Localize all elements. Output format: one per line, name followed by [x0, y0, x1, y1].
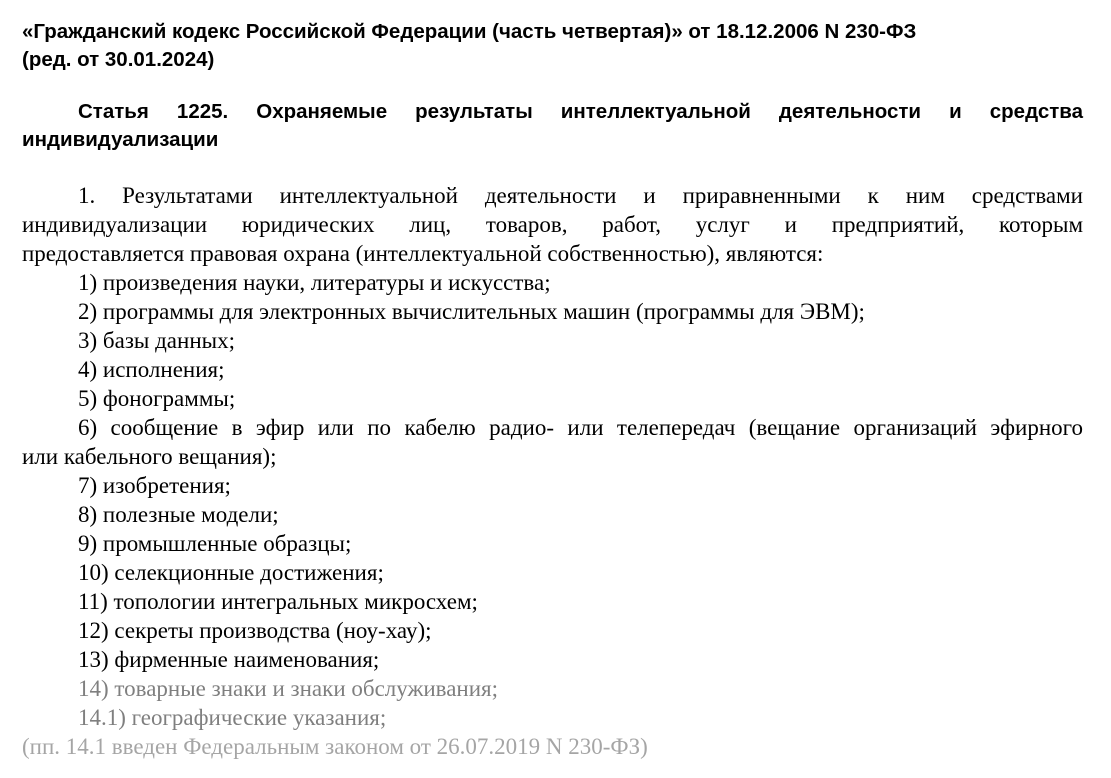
- article-heading-line-1: Статья 1225. Охраняемые результаты интеллектуальной деятельности и средства: [78, 100, 1083, 123]
- list-item: 14) товарные знаки и знаки обслуживания;: [78, 676, 499, 701]
- list-item: 13) фирменные наименования;: [78, 647, 380, 672]
- list-item: 4) исполнения;: [78, 357, 225, 382]
- article-heading-line-2: индивидуализации: [22, 128, 219, 151]
- document-title-line-1: «Гражданский кодекс Российской Федерации (часть четвертая)» от 18.12.2006 N 230-ФЗ: [22, 20, 917, 43]
- list-item: 9) промышленные образцы;: [78, 531, 352, 556]
- list-item: 10) селекционные достижения;: [78, 560, 384, 585]
- document-title-line-2: (ред. от 30.01.2024): [22, 48, 215, 71]
- list-item: 1) произведения науки, литературы и искусства;: [78, 270, 551, 295]
- intro-paragraph-line-1: 1. Результатами интеллектуальной деятельности и приравненными к ним средствами: [78, 183, 1083, 208]
- amendment-note: (пп. 14.1 введен Федеральным законом от 26.07.2019 N 230-ФЗ): [22, 734, 648, 759]
- intro-paragraph-line-3: предоставляется правовая охрана (интеллектуальной собственностью), являются:: [22, 241, 824, 266]
- list-item: 2) программы для электронных вычислительных машин (программы для ЭВМ);: [78, 299, 865, 324]
- article-body: [22, 181, 1083, 761]
- list-item: 7) изобретения;: [78, 473, 231, 498]
- list-item: 3) базы данных;: [78, 328, 235, 353]
- list-item: 6) сообщение в эфир или по кабелю радио- или телепередач (вещание организаций эфирного: [78, 415, 1083, 440]
- list-item: 14.1) географические указания;: [78, 705, 387, 730]
- list-item: 12) секреты производства (ноу-хау);: [78, 618, 432, 643]
- list-item: 11) топологии интегральных микросхем;: [78, 589, 478, 614]
- article-heading: [22, 98, 1083, 154]
- list-item: 5) фонограммы;: [78, 386, 236, 411]
- document-title: [22, 18, 1084, 74]
- intro-paragraph-line-2: индивидуализации юридических лиц, товаров, работ, услуг и предприятий, которым: [22, 212, 1083, 237]
- list-item: 8) полезные модели;: [78, 502, 279, 527]
- list-item-continuation: или кабельного вещания);: [22, 444, 277, 469]
